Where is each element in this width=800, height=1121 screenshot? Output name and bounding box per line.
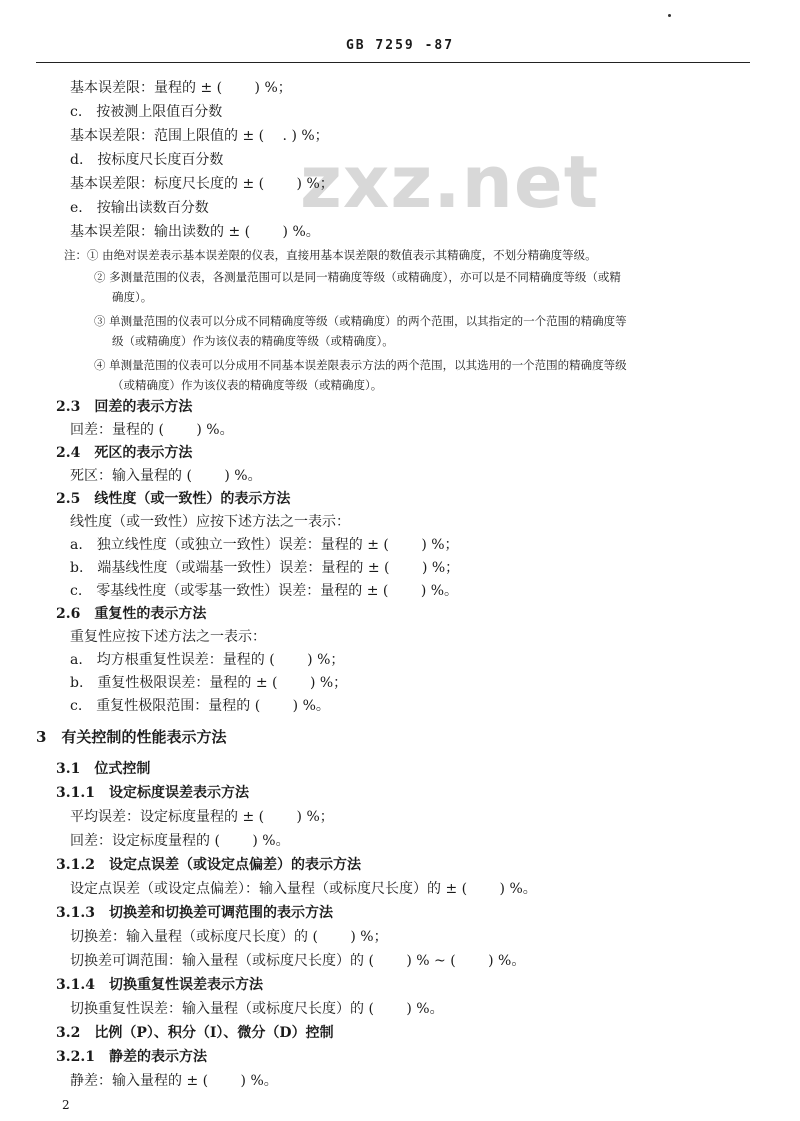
note-line: （或精确度）作为该仪表的精确度等级（或精确度）。 [112, 378, 383, 392]
text-line: 基本误差限：输出读数的 ± ( ) %。 [70, 224, 320, 240]
text-line: c. 按被测上限值百分数 [70, 104, 223, 120]
text-line: a. 独立线性度（或独立一致性）误差：量程的 ± ( ) %； [70, 537, 459, 553]
section-heading: 3.1 位式控制 [56, 761, 151, 777]
text-line: 基本误差限：范围上限值的 ± ( . ) %； [70, 128, 329, 144]
section-heading: 3.2 比例（P）、积分（I）、微分（D）控制 [56, 1025, 334, 1041]
header-rule [36, 62, 750, 63]
note-line: ② 多测量范围的仪表，各测量范围可以是同一精确度等级（或精确度），亦可以是不同精确度等级（或精 [94, 270, 621, 284]
note-line: 注：① 由绝对误差表示基本误差限的仪表，直接用基本误差限的数值表示其精确度，不划分精确度等级。 [64, 248, 597, 262]
section-heading: 3.1.4 切换重复性误差表示方法 [56, 977, 263, 993]
text-line: 切换差：输入量程（或标度尺长度）的 ( ) %； [70, 929, 388, 945]
section-heading: 3.1.3 切换差和切换差可调范围的表示方法 [56, 905, 333, 921]
note-line: ③ 单测量范围的仪表可以分成不同精确度等级（或精确度）的两个范围，以其指定的一个范围的精确度等 [94, 314, 627, 328]
note-line: 级（或精确度）作为该仪表的精确度等级（或精确度）。 [112, 334, 394, 348]
text-line: 回差：设定标度量程的 ( ) %。 [70, 833, 290, 849]
text-line: b. 端基线性度（或端基一致性）误差：量程的 ± ( ) %； [70, 560, 460, 576]
section-heading: 2.5 线性度（或一致性）的表示方法 [56, 491, 291, 507]
standard-code-header: GB 7259 -87 [345, 38, 455, 53]
section-heading: 3.1.1 设定标度误差表示方法 [56, 785, 249, 801]
watermark: zxz.net [300, 140, 600, 224]
text-line: 设定点误差（或设定点偏差）：输入量程（或标度尺长度）的 ± ( ) %。 [70, 881, 537, 897]
section-heading: 3.1.2 设定点误差（或设定点偏差）的表示方法 [56, 857, 361, 873]
text-line: d. 按标度尺长度百分数 [70, 152, 224, 168]
text-line: 重复性应按下述方法之一表示： [70, 629, 266, 645]
text-line: c. 零基线性度（或零基一致性）误差：量程的 ± ( ) %。 [70, 583, 459, 599]
section-heading: 2.4 死区的表示方法 [56, 445, 193, 461]
text-line: b. 重复性极限误差：量程的 ± ( ) %； [70, 675, 348, 691]
text-line: 死区：输入量程的 ( ) %。 [70, 468, 262, 484]
text-line: 切换差可调范围：输入量程（或标度尺长度）的 ( ) % ~ ( ) %。 [70, 953, 526, 969]
page-number: 2 [62, 1098, 70, 1112]
text-line: 回差：量程的 ( ) %。 [70, 422, 234, 438]
text-line: c. 重复性极限范围：量程的 ( ) %。 [70, 698, 330, 714]
text-line: a. 均方根重复性误差：量程的 ( ) %； [70, 652, 345, 668]
speck-mark [668, 14, 671, 17]
text-line: 线性度（或一致性）应按下述方法之一表示： [70, 514, 350, 530]
note-line: ④ 单测量范围的仪表可以分成用不同基本误差限表示方法的两个范围，以其选用的一个范围的精确度等级 [94, 358, 627, 372]
text-line: 基本误差限：量程的 ± ( ) %； [70, 80, 292, 96]
section-heading: 2.6 重复性的表示方法 [56, 606, 207, 622]
section-heading: 3.2.1 静差的表示方法 [56, 1049, 207, 1065]
text-line: 基本误差限：标度尺长度的 ± ( ) %； [70, 176, 334, 192]
chapter-heading: 3 有关控制的性能表示方法 [36, 728, 227, 746]
text-line: 切换重复性误差：输入量程（或标度尺长度）的 ( ) %。 [70, 1001, 444, 1017]
text-line: e. 按输出读数百分数 [70, 200, 209, 216]
text-line: 平均误差：设定标度量程的 ± ( ) %； [70, 809, 334, 825]
section-heading: 2.3 回差的表示方法 [56, 399, 193, 415]
note-line: 确度）。 [112, 290, 153, 304]
text-line: 静差：输入量程的 ± ( ) %。 [70, 1073, 278, 1089]
